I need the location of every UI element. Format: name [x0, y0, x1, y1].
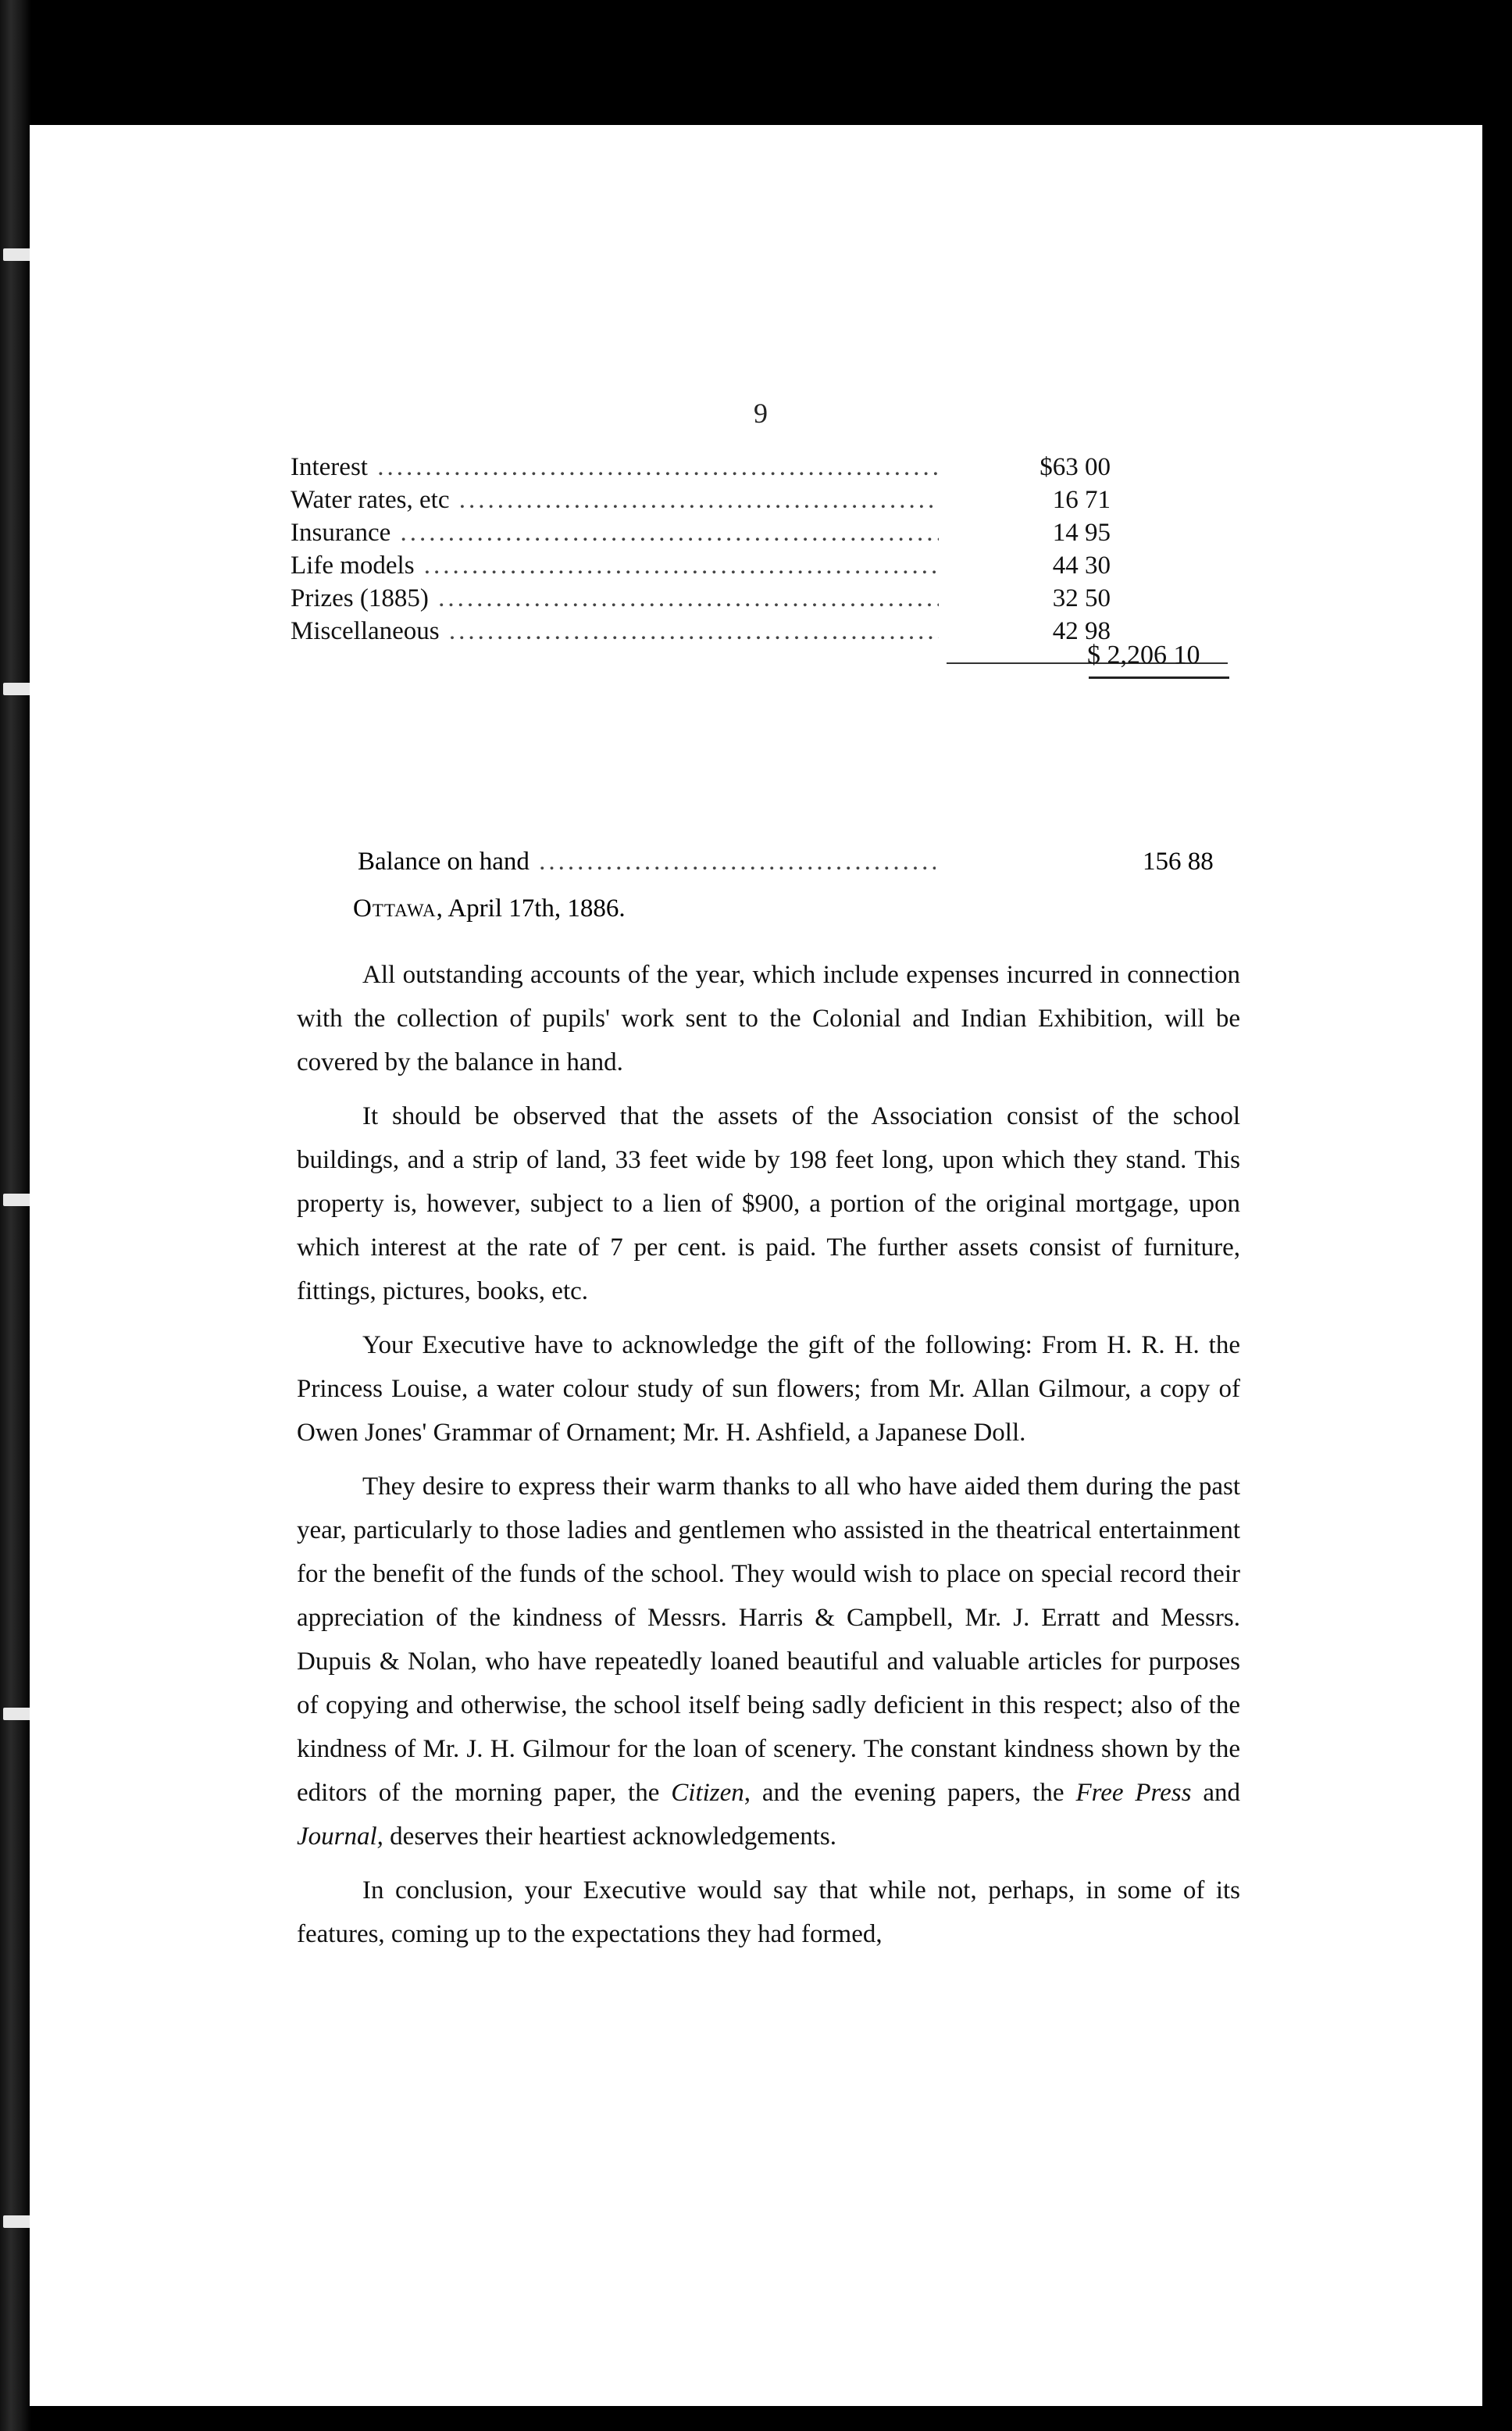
paragraph-thanks: [297, 1465, 1240, 1858]
ledger-row: [291, 519, 1259, 552]
ledger-label: Water rates, etc .....: [291, 486, 939, 515]
paragraph-text: , and the evening papers, the: [744, 1779, 1064, 1807]
ledger-amount: 14 95: [1052, 519, 1111, 547]
newspaper-title: Citizen: [671, 1779, 744, 1807]
ledger-row: [291, 486, 1259, 519]
total-underline: [1089, 676, 1229, 679]
dateline-date: April 17th, 1886.: [448, 894, 626, 923]
newspaper-title: Journal,: [297, 1822, 383, 1851]
dateline-city: Ottawa: [353, 894, 437, 923]
ledger-row: [291, 453, 1259, 486]
dateline: Ottawa, April 17th, 1886.: [353, 894, 626, 923]
document-page: [30, 125, 1482, 2406]
paragraph-text: deserves their heartiest acknowledgements.: [390, 1822, 836, 1851]
balance-label: Balance on hand .....: [358, 848, 936, 876]
ledger-total: $ 2,206 10: [1087, 641, 1200, 669]
expense-ledger: [291, 453, 1259, 669]
newspaper-title: Free Press: [1075, 1779, 1192, 1807]
paragraph: It should be observed that the assets of the Association consist of the school buildings, and a strip of land, 33 feet wide by 198 feet long, upon which they stand. This property is, however, subject to a lien of $900, a portion of the original mortgage, upon which interest at the rate of 7 per cent. is paid. The further assets consist of furniture, fittings, pictures, books, etc.: [297, 1102, 1240, 1305]
paragraph: All outstanding accounts of the year, which include expenses incurred in connection with the collection of pupils' work sent to the Colonial and Indian Exhibition, will be covered by the balance in hand.: [297, 961, 1240, 1076]
ledger-row: [291, 584, 1259, 617]
balance-row: [358, 848, 1271, 884]
ledger-label: Insurance .....: [291, 519, 939, 548]
ledger-label: Interest .....: [291, 453, 939, 482]
book-binding: [0, 0, 31, 2431]
ledger-label: Miscellaneous .....: [291, 617, 939, 646]
ledger-amount: $63 00: [1040, 453, 1111, 481]
ledger-row: [291, 552, 1259, 584]
ledger-label: Life models .....: [291, 552, 939, 580]
report-body: [297, 953, 1240, 1966]
ledger-amount: 44 30: [1052, 552, 1111, 580]
ledger-amount: 32 50: [1052, 584, 1111, 612]
paragraph-text: They desire to express their warm thanks to all who have aided them during the past year, particularly to those ladies and gentlemen who assisted in the theatrical entertainment for the benefit of the funds of the school. They would wish to place on special record their appreciation of the kindness of Messrs. Harris & Campbell, Mr. J. Erratt and Messrs. Dupuis & Nolan, who have repeatedly loaned beautiful and valuable articles for purposes of copying and otherwise, the school itself being sadly deficient in this respect; also of the kindness of Mr. J. H. Gilmour for the loan of scenery. The constant kindness shown by the editors of the morning paper, the: [297, 1473, 1240, 1807]
ledger-label: Prizes (1885) .....: [291, 584, 939, 613]
paragraph: In conclusion, your Executive would say that while not, perhaps, in some of its features, coming up to the expectations they had formed,: [297, 1876, 1240, 1948]
ledger-amount: 16 71: [1052, 486, 1111, 514]
page-number: 9: [754, 398, 768, 429]
ledger-amount: 42 98: [1052, 617, 1111, 645]
paragraph: Your Executive have to acknowledge the gift of the following: From H. R. H. the Princess Louise, a water colour study of sun flowers; from Mr. Allan Gilmour, a copy of Owen Jones' Grammar of Ornament; Mr. H. Ashfield, a Japanese Doll.: [297, 1331, 1240, 1447]
balance-amount: 156 88: [1143, 848, 1214, 876]
paragraph-text: and: [1203, 1779, 1241, 1807]
